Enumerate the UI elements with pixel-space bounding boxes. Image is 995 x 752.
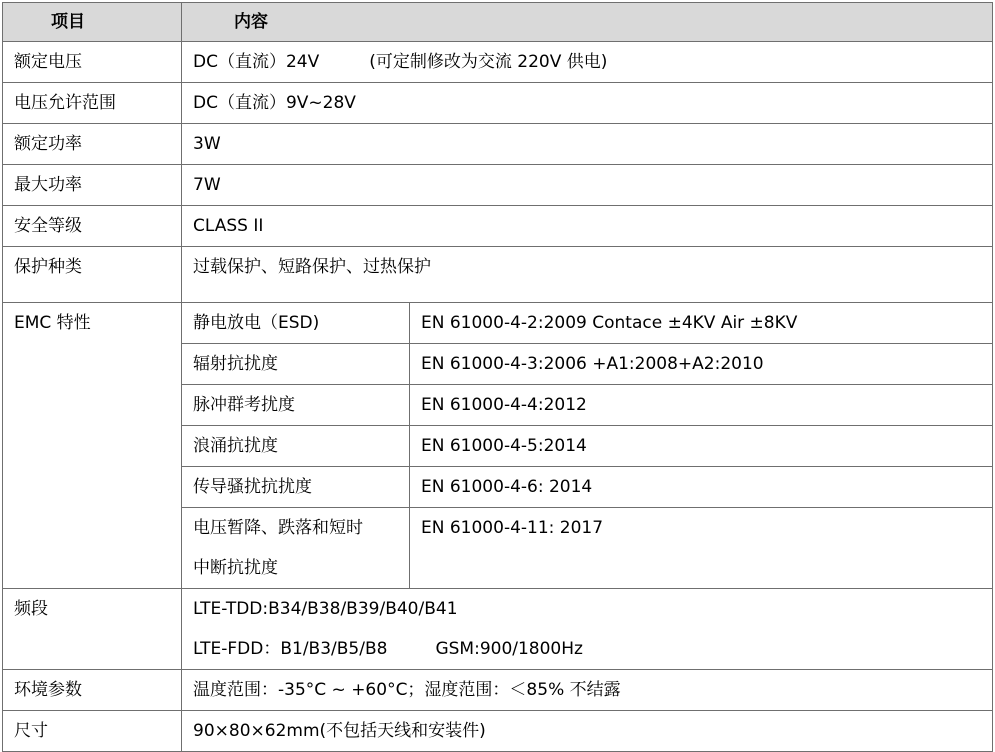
row-value: CLASS II <box>182 206 993 247</box>
emc-item-name-line1: 电压暂降、跌落和短时 <box>193 518 363 538</box>
bands-gsm: GSM:900/1800Hz <box>435 639 583 659</box>
table-row <box>3 83 993 124</box>
table-row <box>3 670 993 711</box>
bands-line1: LTE-TDD:B34/B38/B39/B40/B41 <box>193 599 458 619</box>
emc-item-name <box>182 508 410 589</box>
bands-line2 <box>193 629 992 669</box>
row-label: EMC 特性 <box>3 303 182 589</box>
emc-item-name: 脉冲群考扰度 <box>182 385 410 426</box>
row-label: 电压允许范围 <box>3 83 182 124</box>
row-label: 保护种类 <box>3 247 182 303</box>
emc-item-standard: EN 61000-4-4:2012 <box>410 385 993 426</box>
row-label: 尺寸 <box>3 711 182 752</box>
row-value <box>182 589 993 670</box>
row-label: 最大功率 <box>3 165 182 206</box>
emc-item-name: 静电放电（ESD) <box>182 303 410 344</box>
emc-item-standard: EN 61000-4-3:2006 +A1:2008+A2:2010 <box>410 344 993 385</box>
row-label: 额定电压 <box>3 42 182 83</box>
table-row <box>3 247 993 303</box>
table-row <box>3 165 993 206</box>
table-row <box>3 124 993 165</box>
row-value: DC（直流）9V~28V <box>182 83 993 124</box>
header-content: 内容 <box>182 3 993 42</box>
emc-item-standard: EN 61000-4-2:2009 Contace ±4KV Air ±8KV <box>410 303 993 344</box>
rated-voltage-note: (可定制修改为交流 220V 供电) <box>369 52 608 72</box>
spec-table <box>2 2 993 752</box>
table-row <box>3 711 993 752</box>
table-row <box>3 42 993 83</box>
emc-item-name-line2: 中断抗扰度 <box>193 558 278 578</box>
table-row <box>3 206 993 247</box>
emc-item-name: 传导骚扰抗扰度 <box>182 467 410 508</box>
emc-item-name: 辐射抗扰度 <box>182 344 410 385</box>
row-label: 环境参数 <box>3 670 182 711</box>
table-row <box>3 589 993 670</box>
bands-fdd: LTE-FDD：B1/B3/B5/B8 <box>193 639 388 659</box>
emc-item-standard: EN 61000-4-11: 2017 <box>410 508 993 589</box>
emc-item-standard: EN 61000-4-5:2014 <box>410 426 993 467</box>
row-value: 温度范围：-35°C ~ +60°C；湿度范围：＜85% 不结露 <box>182 670 993 711</box>
header-item: 项目 <box>3 3 182 42</box>
header-row <box>3 3 993 42</box>
emc-row <box>3 303 993 344</box>
row-label: 频段 <box>3 589 182 670</box>
row-value: 3W <box>182 124 993 165</box>
row-value: 7W <box>182 165 993 206</box>
row-value <box>182 42 993 83</box>
row-label: 额定功率 <box>3 124 182 165</box>
row-value: 过载保护、短路保护、过热保护 <box>182 247 993 303</box>
rated-voltage-value: DC（直流）24V <box>193 52 320 72</box>
row-label: 安全等级 <box>3 206 182 247</box>
row-value: 90×80×62mm(不包括天线和安装件) <box>182 711 993 752</box>
emc-item-name: 浪涌抗扰度 <box>182 426 410 467</box>
emc-item-standard: EN 61000-4-6: 2014 <box>410 467 993 508</box>
